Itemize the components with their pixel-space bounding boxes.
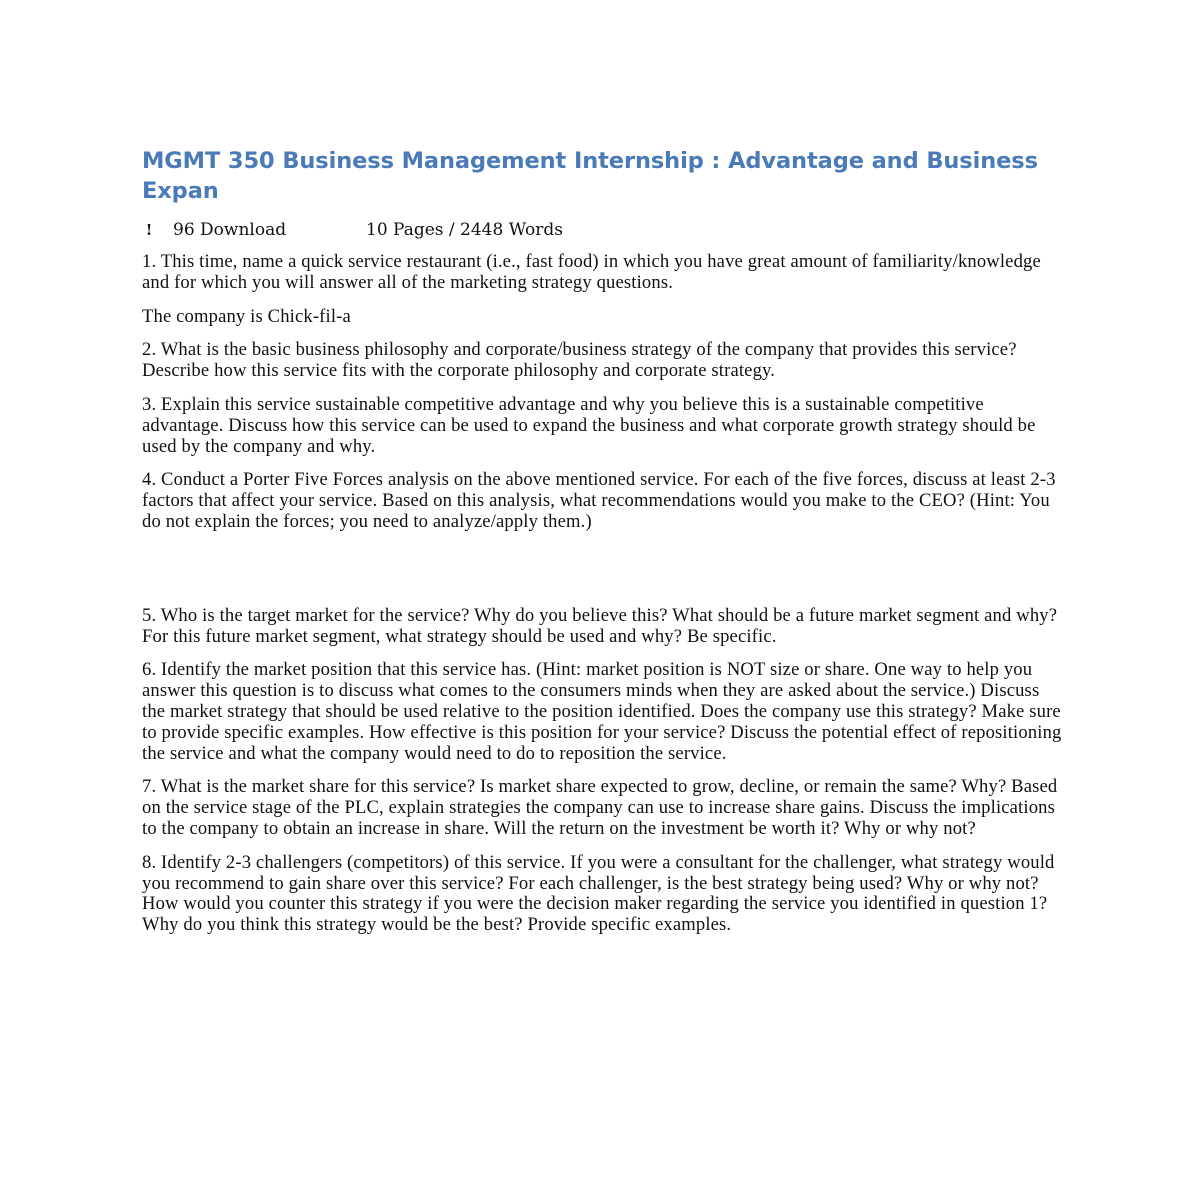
page-word-count: 10 Pages / 2448 Words (366, 220, 564, 240)
question-8: 8. Identify 2-3 challengers (competitors) of this service. If you were a consultant for the challenger, what strategy would you recommend to gain share over this service? For each challenger, is the best strategy being used? Why or why not? How would you counter this strategy if you were the decision maker regarding the service you identified in question 1? Why do you think this strategy would be the best? Provide specific examples. (142, 851, 1055, 936)
download-icon: ! (145, 221, 153, 239)
question-3: 3. Explain this service sustainable competitive advantage and why you believe this is a sustainable competitive advantage. Discuss how this service can be used to expand the business and what corporate growth strategy should be used by the company and why. (142, 393, 1036, 457)
blank-space (142, 546, 1062, 606)
question-5: 5. Who is the target market for the service? Why do you believe this? What should be a future market segment and why? For this future market segment, what strategy should be used and why? Be specific. (142, 604, 1058, 647)
question-7: 7. What is the market share for this service? Is market share expected to grow, decline, or remain the same? Why? Based on the service stage of the PLC, explain strategies the company can use to increase share gains. Discuss the implications to the company to obtain an increase in share. Will the return on the investment be worth it? Why or why not? (142, 776, 1058, 839)
document-title: MGMT 350 Business Management Internship : Advantage and Business Expan (142, 148, 1038, 204)
document-body (142, 146, 1062, 949)
question-6: 6. Identify the market position that this service has. (Hint: market position is NOT size or share. One way to help you answer this question is to discuss what comes to the consumers minds when they are asked about the service.) Discuss the market strategy that should be used relative to the position identified. Does the company use this strategy? Make sure to provide specific examples. How effective is this position for your service? Discuss the potential effect of repositioning the service and what the company would need to do to reposition the service. (142, 659, 1062, 764)
question-4: 4. Conduct a Porter Five Forces analysis on the above mentioned service. For each of the five forces, discuss at least 2-3 factors that affect your service. Based on this analysis, what recommendations would you make to the CEO? (Hint: You do not explain the forces; you need to analyze/apply them.) (142, 469, 1056, 532)
question-1: 1. This time, name a quick service restaurant (i.e., fast food) in which you have great amount of familiarity/knowledge and for which you will answer all of the marketing strategy questions. (142, 251, 1041, 293)
company-answer: The company is Chick-fil-a (142, 305, 351, 327)
download-count: 96 Download (173, 220, 287, 240)
document-meta (142, 219, 1062, 241)
question-2: 2. What is the basic business philosophy and corporate/business strategy of the company that provides this service? Describe how this service fits with the corporate philosophy and corporate strategy. (142, 339, 1017, 382)
